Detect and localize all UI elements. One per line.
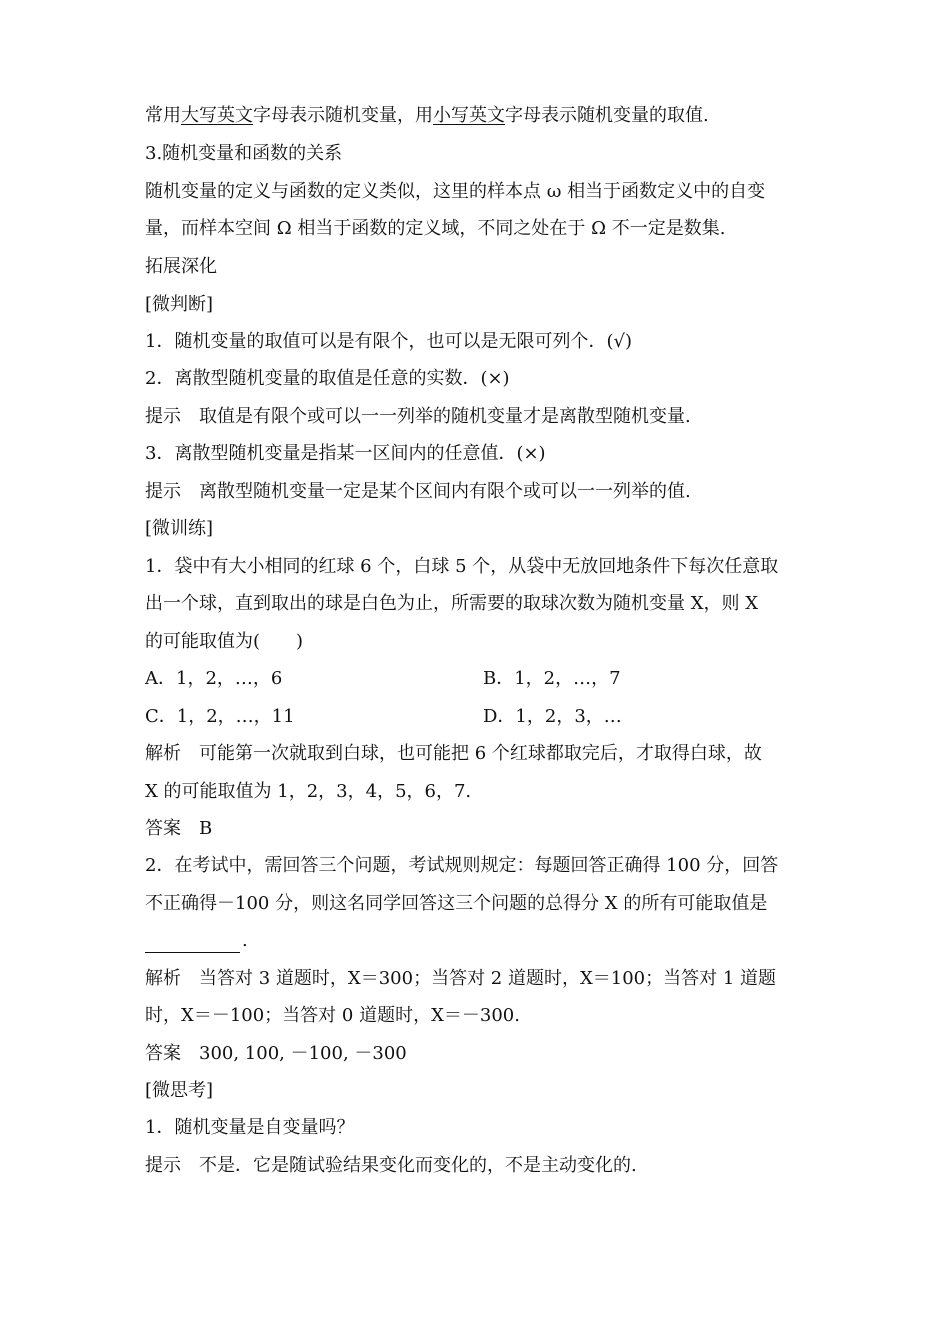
section3-line-2: 量，而样本空间 Ω 相当于函数的定义域，不同之处在于 Ω 不一定是数集. bbox=[145, 218, 726, 239]
think-question-1: 1．随机变量是自变量吗？ bbox=[145, 1117, 355, 1138]
train-q1-line-2: 出一个球，直到取出的球是白色为止，所需要的取球次数为随机变量 X，则 X bbox=[145, 593, 759, 614]
intro-underlined-uppercase: 大写英文 bbox=[181, 105, 253, 126]
train-header: [微训练] bbox=[145, 518, 214, 539]
option-a: A．1，2，…，6 bbox=[145, 668, 283, 689]
train-q2-line-2: 不正确得－100 分，则这名同学回答这三个问题的总得分 X 的所有可能取值是 bbox=[145, 893, 768, 914]
intro-text-2: 字母表示随机变量，用 bbox=[253, 105, 433, 126]
train-q1-line-1: 1．袋中有大小相同的红球 6 个，白球 5 个，从袋中无放回地条件下每次任意取 bbox=[145, 556, 779, 577]
judge-question-2: 2．离散型随机变量的取值是任意的实数．(×) bbox=[145, 368, 510, 389]
section3-line-1: 随机变量的定义与函数的定义类似，这里的样本点 ω 相当于函数定义中的自变 bbox=[145, 181, 766, 202]
option-d: D．1，2，3，… bbox=[483, 706, 622, 727]
intro-text-1: 常用 bbox=[145, 105, 181, 126]
option-b: B．1，2，…，7 bbox=[483, 668, 621, 689]
expand-title: 拓展深化 bbox=[145, 256, 217, 277]
judge-question-3: 3．离散型随机变量是指某一区间内的任意值．(×) bbox=[145, 443, 546, 464]
train-q2-line-3 bbox=[145, 929, 248, 953]
intro-line bbox=[145, 104, 709, 128]
train-q1-line-3: 的可能取值为( ) bbox=[145, 631, 304, 652]
section3-title: 3.随机变量和函数的关系 bbox=[145, 143, 343, 164]
think-header: [微思考] bbox=[145, 1080, 214, 1101]
judge-header: [微判断] bbox=[145, 294, 214, 315]
judge-hint-2: 提示 取值是有限个或可以一一列举的随机变量才是离散型随机变量. bbox=[145, 406, 691, 427]
blank-period: . bbox=[242, 930, 248, 951]
train-q1-answer: 答案 B bbox=[145, 818, 213, 839]
train-q2-solution-2: 时，X＝－100；当答对 0 道题时，X＝－300. bbox=[145, 1005, 520, 1026]
judge-hint-3: 提示 离散型随机变量一定是某个区间内有限个或可以一一列举的值. bbox=[145, 481, 691, 502]
answer-blank bbox=[145, 934, 240, 953]
train-q1-solution-1: 解析 可能第一次就取到白球，也可能把 6 个红球都取完后，才取得白球，故 bbox=[145, 743, 762, 764]
judge-question-1: 1．随机变量的取值可以是有限个，也可以是无限可列个．(√) bbox=[145, 331, 632, 352]
option-c: C．1，2，…，11 bbox=[145, 706, 295, 727]
intro-underlined-lowercase: 小写英文 bbox=[433, 105, 505, 126]
think-hint-1: 提示 不是．它是随试验结果变化而变化的，不是主动变化的. bbox=[145, 1155, 637, 1176]
intro-text-3: 字母表示随机变量的取值. bbox=[505, 105, 709, 126]
train-q2-line-1: 2．在考试中，需回答三个问题，考试规则规定：每题回答正确得 100 分，回答 bbox=[145, 855, 779, 876]
train-q1-solution-2: X 的可能取值为 1，2，3，4，5，6，7. bbox=[145, 781, 472, 802]
train-q2-solution-1: 解析 当答对 3 道题时，X＝300；当答对 2 道题时，X＝100；当答对 1 道题 bbox=[145, 968, 777, 989]
train-q2-answer: 答案 300, 100, －100, －300 bbox=[145, 1043, 407, 1064]
